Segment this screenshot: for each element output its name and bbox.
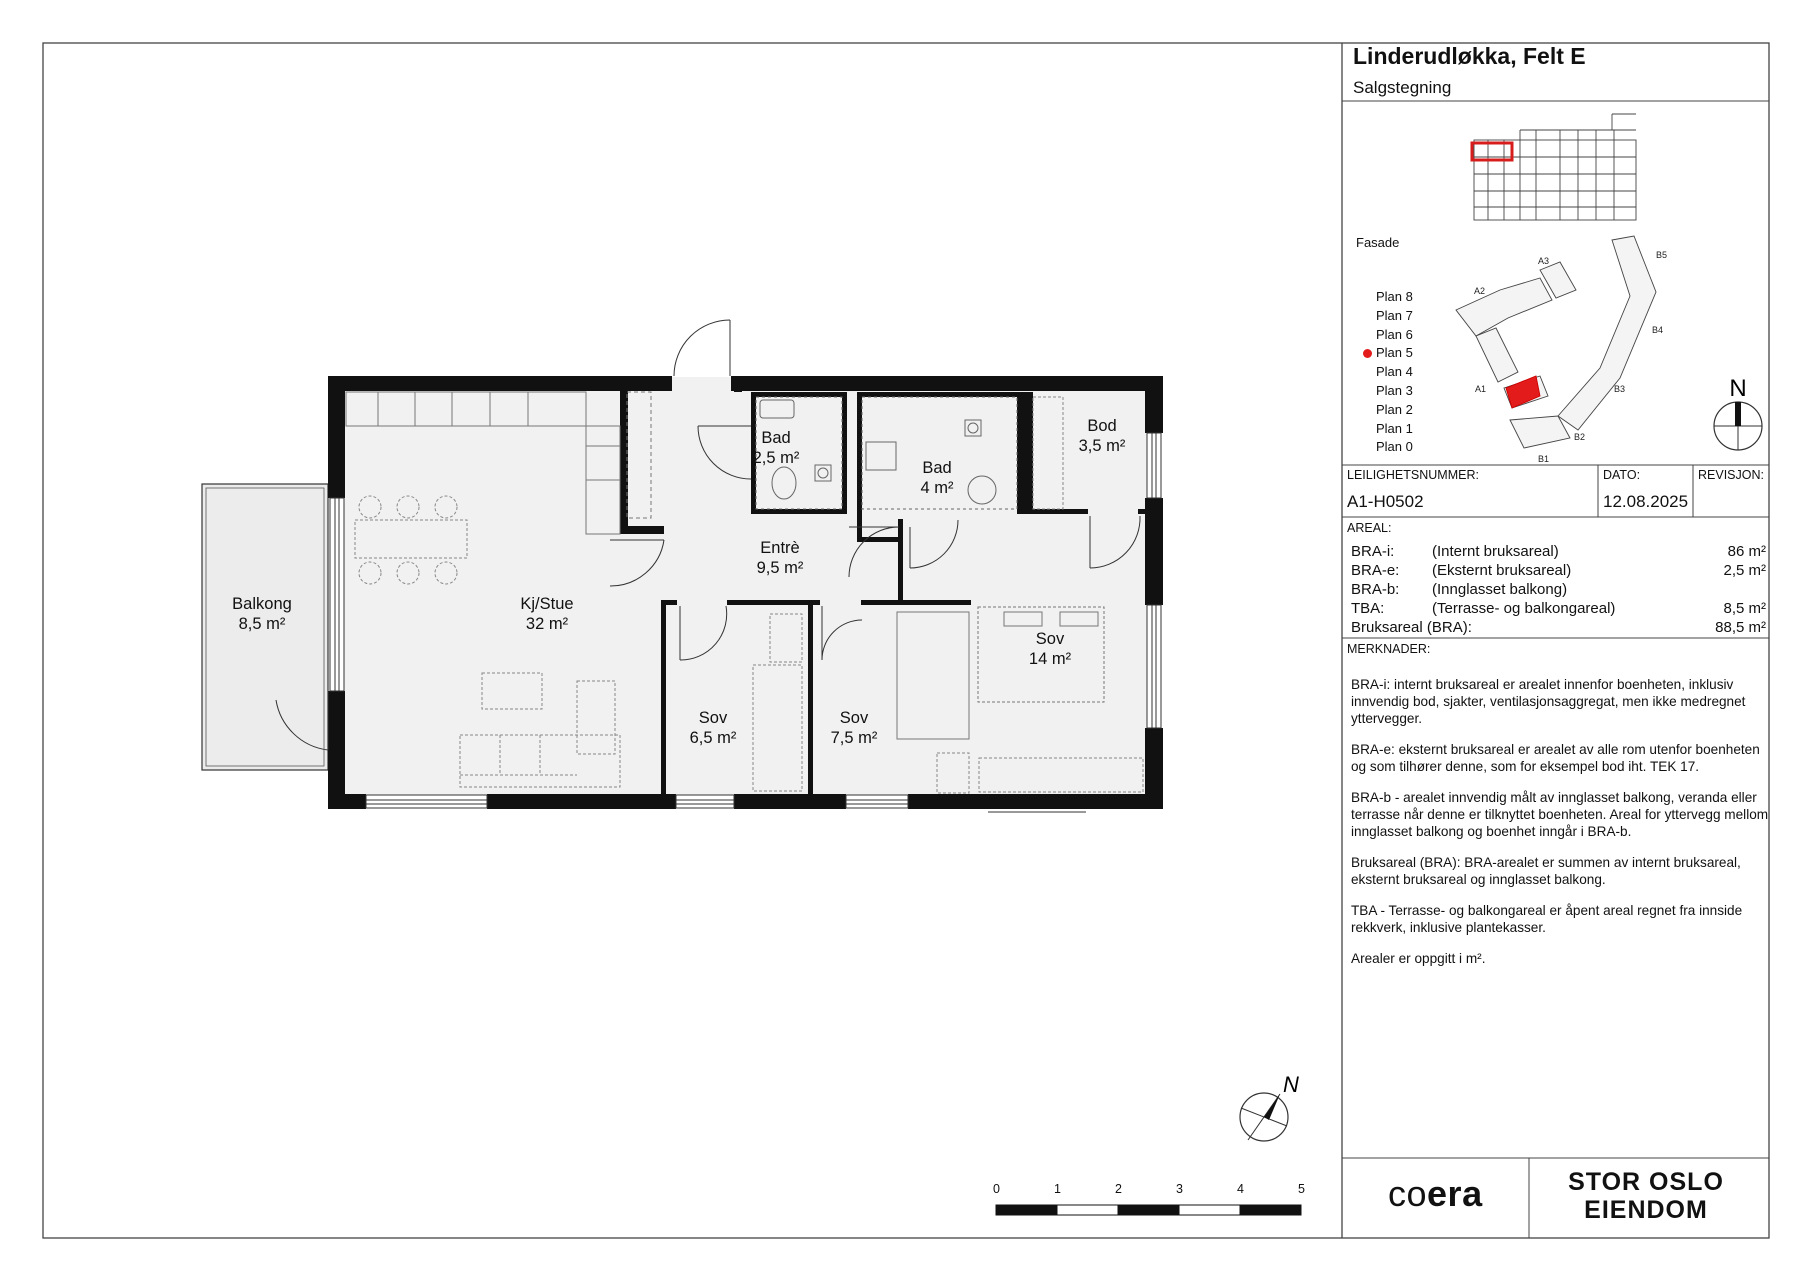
unit-number-value: A1-H0502 xyxy=(1347,492,1424,511)
area-table xyxy=(1351,542,1766,637)
scale-tick: 3 xyxy=(1176,1182,1183,1196)
note-paragraph: BRA-e: eksternt bruksareal er arealet av alle rom utenfor boenheten og som tilhører denne, som for eksempel bod iht. TEK 17. xyxy=(1351,742,1760,774)
room-name: Entrè xyxy=(760,539,800,557)
plan-level: Plan 8 xyxy=(1376,289,1413,304)
room-area: 32 m² xyxy=(525,615,569,633)
plan-level: Plan 6 xyxy=(1376,326,1413,342)
room-name: Bad xyxy=(761,429,791,447)
block-label: B5 xyxy=(1656,250,1668,260)
plan-level: Plan 7 xyxy=(1376,307,1413,323)
date-value: 12.08.2025 xyxy=(1603,492,1689,511)
room-name: Balkong xyxy=(232,595,292,613)
coera-logo: coera xyxy=(1388,1173,1483,1214)
plan-level: Plan 0 xyxy=(1376,439,1413,455)
site-key-plan xyxy=(1456,236,1656,448)
room-area: 3,5 m² xyxy=(1078,437,1126,455)
plan-level: Plan 2 xyxy=(1376,401,1413,417)
room-name: Sov xyxy=(698,709,728,727)
scale-tick: 5 xyxy=(1298,1182,1305,1196)
north-arrow-icon xyxy=(1714,375,1762,450)
block-label: B3 xyxy=(1614,384,1626,394)
room-area: 6,5 m² xyxy=(689,729,737,747)
note-paragraph: Bruksareal (BRA): BRA-arealet er summen av internt bruksareal, eksternt bruksareal og innglasset balkong. xyxy=(1351,855,1741,887)
compass-icon xyxy=(1240,1072,1299,1141)
room-area: 2,5 m² xyxy=(752,449,800,467)
area-section-title: AREAL: xyxy=(1347,521,1392,535)
room-area: 9,5 m² xyxy=(756,559,804,577)
room-area: 4 m² xyxy=(920,479,954,497)
note-paragraph: Arealer er oppgitt i m². xyxy=(1351,951,1486,966)
room-name: Kj/Stue xyxy=(520,595,574,613)
room-name: Sov xyxy=(1035,630,1065,648)
room-name: Bod xyxy=(1087,417,1117,435)
room-name: Bad xyxy=(922,459,952,477)
area-row: TBA: (Terrasse- og balkongareal) 8,5 m² xyxy=(1351,600,1766,617)
plan-level: Plan 3 xyxy=(1376,382,1413,398)
plan-level: Plan 4 xyxy=(1376,364,1413,380)
revision-label: REVISJON: xyxy=(1698,468,1764,482)
scale-tick: 4 xyxy=(1237,1182,1244,1196)
notes-body xyxy=(1351,676,1771,981)
note-paragraph: TBA - Terrasse- og balkongareal er åpent areal regnet fra innside rekkverk, inklusive plantekasser. xyxy=(1351,903,1743,935)
area-row: BRA-b: (Innglasset balkong) xyxy=(1351,581,1568,598)
fasade-label: Fasade xyxy=(1356,235,1400,250)
north-label: N xyxy=(1729,375,1747,402)
block-label: A3 xyxy=(1538,256,1550,266)
note-paragraph: BRA-b - arealet innvendig målt av innglasset balkong, veranda eller terrasse når denne er tilknyttet boenheten. Areal for yttervegg mellom innglasset balkong og boenhet inngår i BRA-b. xyxy=(1351,790,1769,839)
date-label: DATO: xyxy=(1603,468,1641,482)
project-title: Linderudløkka, Felt E xyxy=(1353,43,1586,69)
block-label: A1 xyxy=(1475,384,1487,394)
room-area: 7,5 m² xyxy=(830,729,878,747)
stor-oslo-eiendom-logo: STOR OSLO EIENDOM xyxy=(1568,1168,1724,1224)
note-paragraph: BRA-i: internt bruksareal er arealet innenfor boenheten, inklusiv innvendig bod, sjakter, ventilasjonsaggregat, men ikke medregnet yttervegger. xyxy=(1351,677,1746,726)
notes-title: MERKNADER: xyxy=(1347,642,1431,656)
block-label: B2 xyxy=(1574,432,1586,442)
plan-level-current: Plan 5 xyxy=(1376,344,1456,363)
room-area: 14 m² xyxy=(1028,650,1072,668)
area-row-total: Bruksareal (BRA): 88,5 m² xyxy=(1351,619,1766,636)
compass-label: N xyxy=(1283,1072,1299,1097)
area-row: BRA-i: (Internt bruksareal) 86 m² xyxy=(1351,543,1766,560)
scale-tick: 0 xyxy=(993,1182,1000,1196)
block-label: B4 xyxy=(1652,325,1664,335)
room-area: 8,5 m² xyxy=(238,615,286,633)
facade-thumbnail xyxy=(1472,114,1636,220)
scale-tick: 2 xyxy=(1115,1182,1122,1196)
block-label: B1 xyxy=(1538,454,1550,464)
drawing-type: Salgstegning xyxy=(1353,78,1452,97)
scale-bar xyxy=(996,1205,1301,1215)
scale-tick: 1 xyxy=(1054,1182,1061,1196)
unit-number-label: LEILIGHETSNUMMER: xyxy=(1347,468,1479,482)
room-name: Sov xyxy=(839,709,869,727)
plan-level-list xyxy=(1376,288,1456,457)
plan-level: Plan 1 xyxy=(1376,420,1413,436)
block-label: A2 xyxy=(1474,286,1486,296)
area-row: BRA-e: (Eksternt bruksareal) 2,5 m² xyxy=(1351,562,1766,579)
